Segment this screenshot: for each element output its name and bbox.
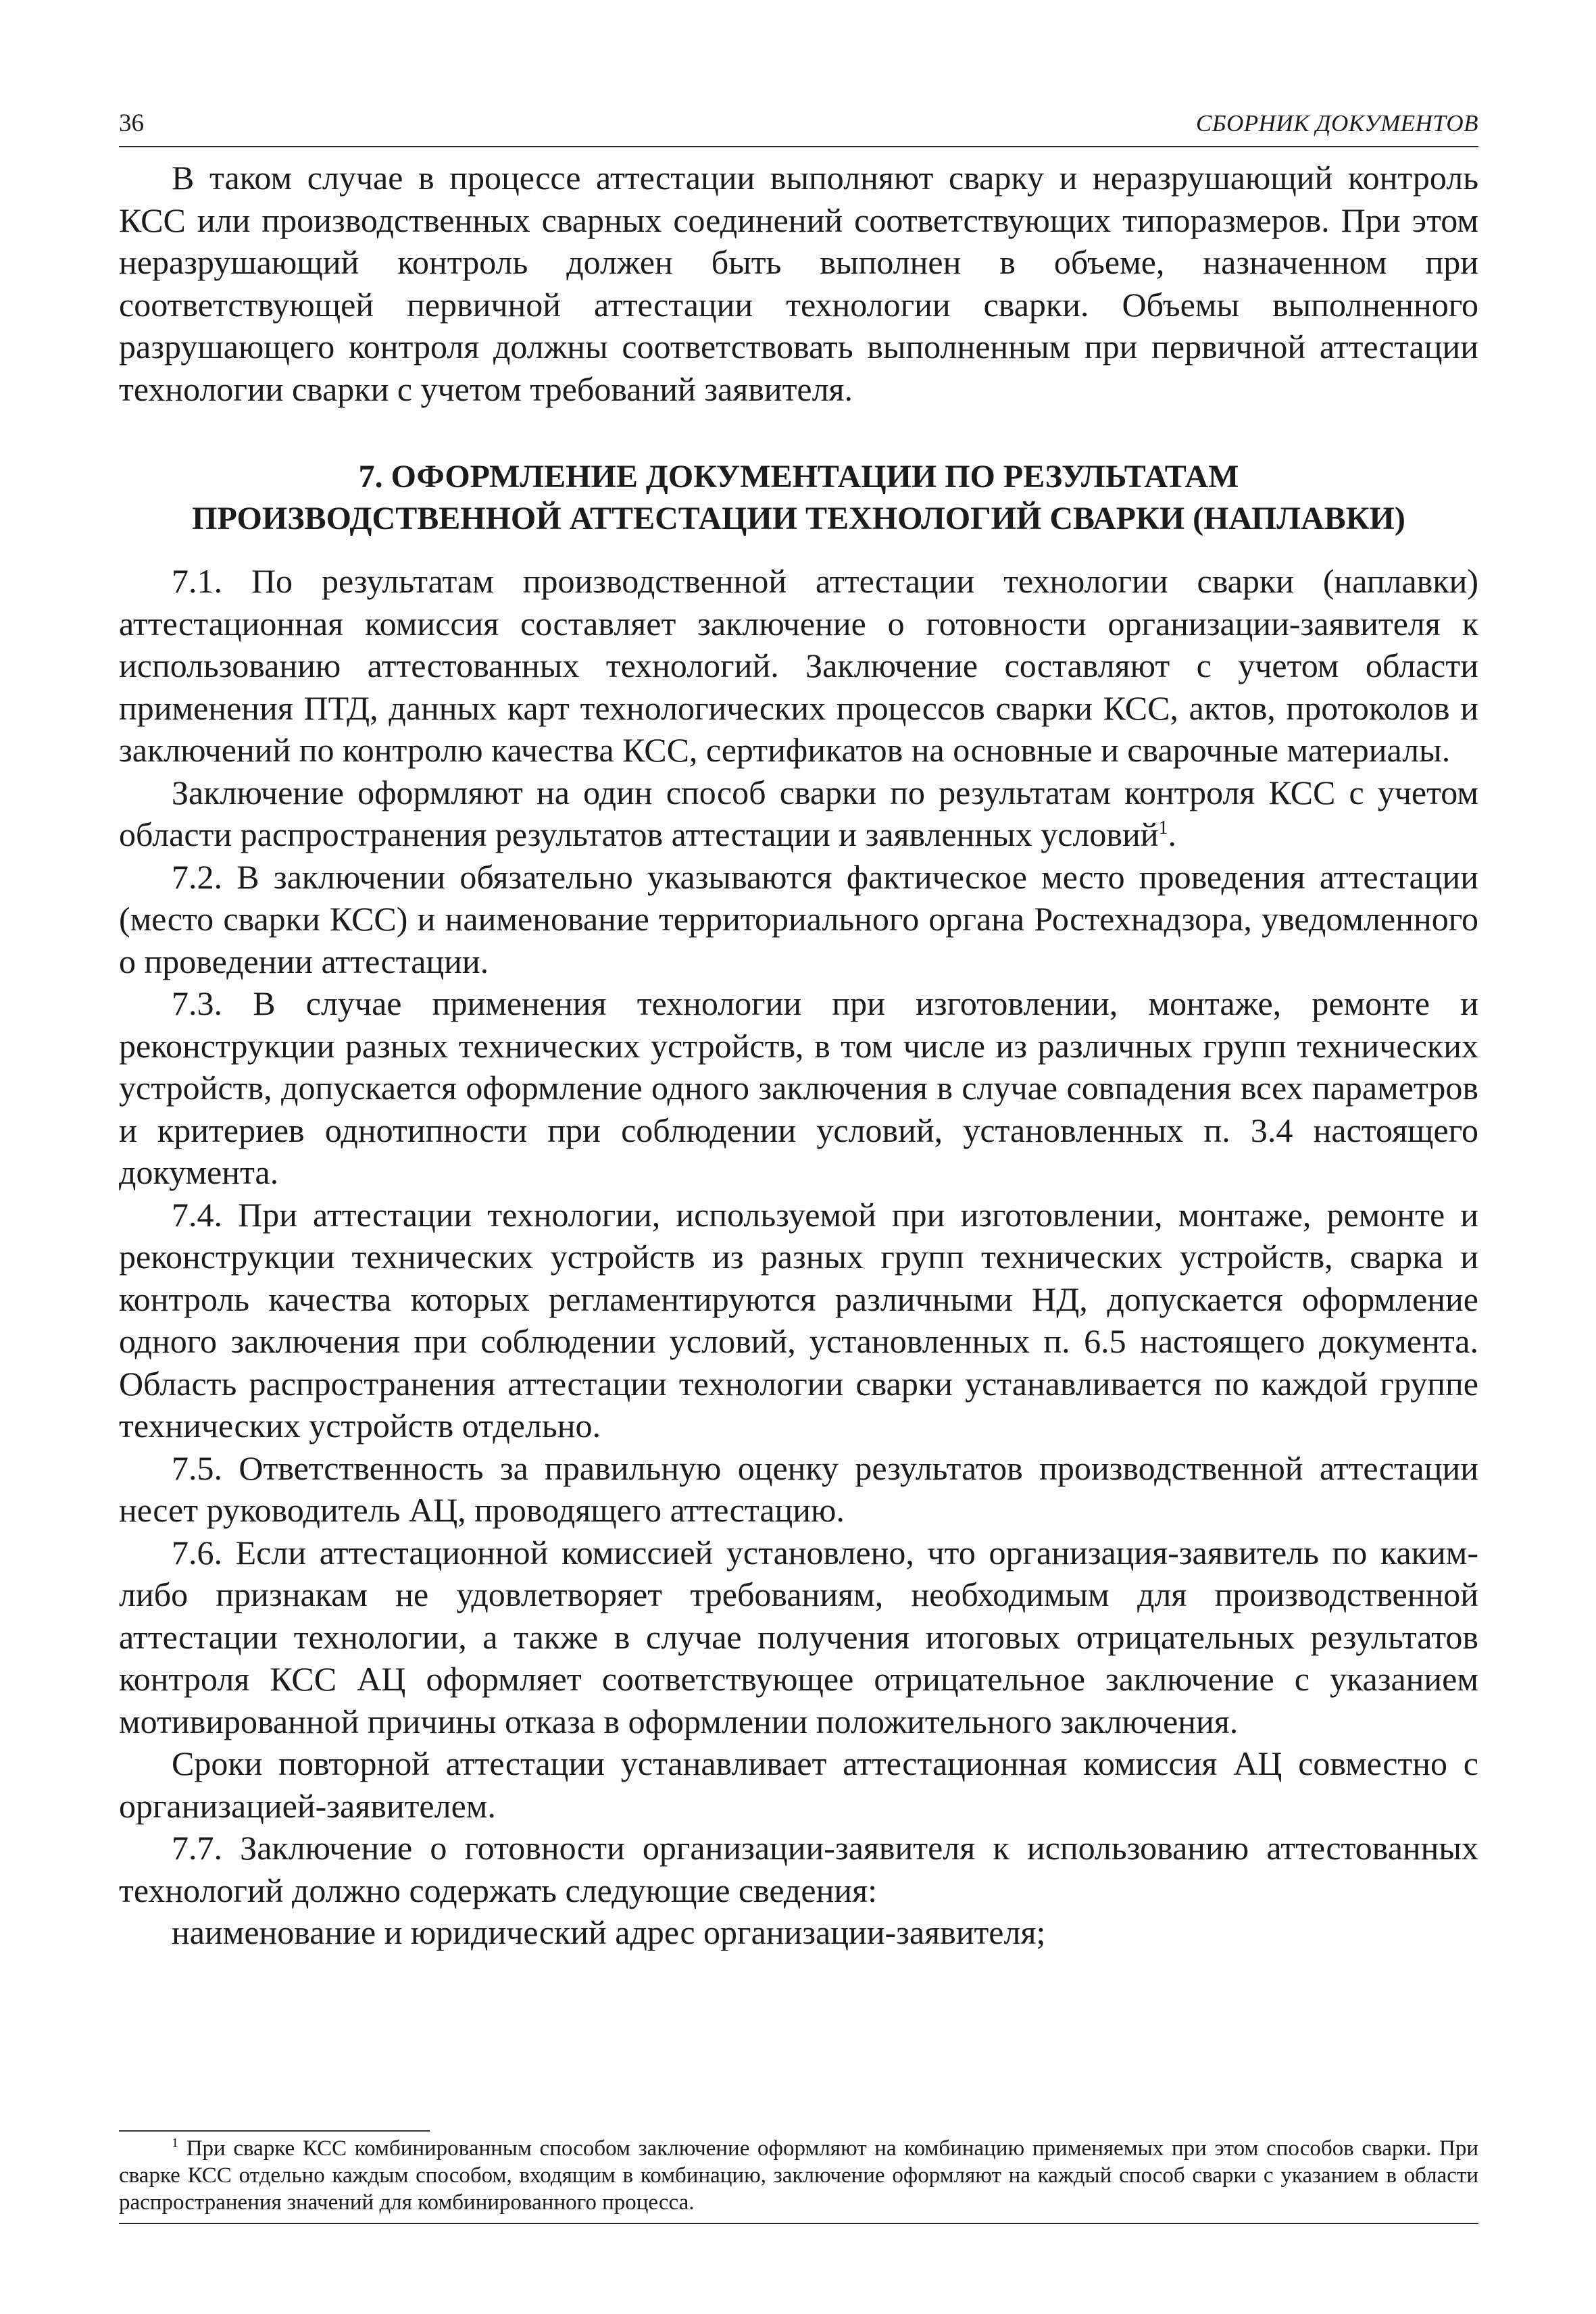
- section-heading: [119, 456, 1478, 540]
- paragraph-7-2: 7.2. В заключении обязательно указываются фактическое место проведения аттестации (место сварки КСС) и наименование территориального органа Ростехнадзора, уведомленного о проведении аттестации.: [119, 857, 1478, 980]
- paragraph-7-7: 7.7. Заключение о готовности организации-заявителя к использованию аттестованных технологий должно содержать следующие сведения:: [119, 1829, 1478, 1909]
- paragraph-7-1-conclusion-end: .: [1168, 815, 1176, 853]
- paragraph-7-7-item-1: наименование и юридический адрес организации-заявителя;: [172, 1913, 1046, 1951]
- footnote-text-block: [119, 2135, 1478, 2216]
- page-body: [119, 157, 1478, 1954]
- footnote-reference[interactable]: 1: [1158, 818, 1168, 838]
- paragraph-7-6: 7.6. Если аттестационной комиссией установлено, что организация-заявитель по каким-либо признакам не удовлетворяет требованиям, необходимым для производственной аттестации технологии, а также в случае получения итоговых отрицательных результатов контроля КСС АЦ оформляет соответствующее отрицательное заключение с указанием мотивированной причины отказа в оформлении положительного заключения.: [119, 1533, 1478, 1740]
- paragraph-7-1: 7.1. По результатам производственной аттестации технологии сварки (наплавки) аттестационная комиссия составляет заключение о готовности организации-заявителя к использованию аттестованных технологий. Заключение составляют с учетом области применения ПТД, данных карт технологических процессов сварки КСС, актов, протоколов и заключений по контролю качества КСС, сертификатов на основные и сварочные материалы.: [119, 562, 1478, 769]
- footnote-mark: 1: [172, 2136, 178, 2150]
- running-title: СБОРНИК ДОКУМЕНТОВ: [1196, 110, 1478, 136]
- intro-paragraph: В таком случае в процессе аттестации выполняют сварку и неразрушающий контроль КСС или производственных сварных соединений соответствующих типоразмеров. При этом неразрушающий контроль должен быть выполнен в объеме, назначенном при соответствующей первичной аттестации технологии сварки. Объемы выполненного разрушающего контроля должны соответствовать выполненным при первичной аттестации технологии сварки с учетом требований заявителя.: [119, 159, 1478, 408]
- paragraph-7-1-conclusion: [119, 772, 1478, 856]
- paragraph-7-5: 7.5. Ответственность за правильную оценку результатов производственной аттестации несет руководитель АЦ, проводящего аттестацию.: [119, 1449, 1478, 1529]
- page-bottom-rule: [119, 2223, 1478, 2224]
- footnote-text: При сварке КСС комбинированным способом заключение оформляют на комбинацию применяемых при этом способов сварки. При сварке КСС отдельно каждым способом, входящим в комбинацию, заключение оформляют на каждый способ сварки с указанием в области распространения значений для комбинированного процесса.: [119, 2136, 1478, 2215]
- page-number: 36: [119, 109, 144, 137]
- section-title-line-2: ПРОИЗВОДСТВЕННОЙ АТТЕСТАЦИИ ТЕХНОЛОГИЙ СВАРКИ (НАПЛАВКИ): [192, 501, 1405, 536]
- page-header: [119, 108, 1478, 147]
- paragraph-7-1-conclusion-text: Заключение оформляют на один способ сварки по результатам контроля КСС с учетом области распространения результатов аттестации и заявленных условий: [119, 773, 1478, 853]
- paragraph-7-3: 7.3. В случае применения технологии при изготовлении, монтаже, ремонте и реконструкции разных технических устройств, в том числе из различных групп технических устройств, допускается оформление одного заключения в случае совпадения всех параметров и критериев однотипности при соблюдении условий, установленных п. 3.4 настоящего документа.: [119, 984, 1478, 1191]
- paragraph-7-6-terms: Сроки повторной аттестации устанавливает аттестационная комиссия АЦ совместно с организацией-заявителем.: [119, 1744, 1478, 1825]
- paragraph-7-4: 7.4. При аттестации технологии, используемой при изготовлении, монтаже, ремонте и реконструкции технических устройств из разных групп технических устройств, сварка и контроль качества которых регламентируются различными НД, допускается оформление одного заключения при соблюдении условий, установленных п. 6.5 настоящего документа. Область распространения аттестации технологии сварки устанавливается по каждой группе технических устройств отдельно.: [119, 1195, 1478, 1444]
- footnote: [119, 2135, 1478, 2216]
- section-title-line-1: 7. ОФОРМЛЕНИЕ ДОКУМЕНТАЦИИ ПО РЕЗУЛЬТАТАМ: [358, 459, 1239, 495]
- footnote-separator: [119, 2130, 430, 2132]
